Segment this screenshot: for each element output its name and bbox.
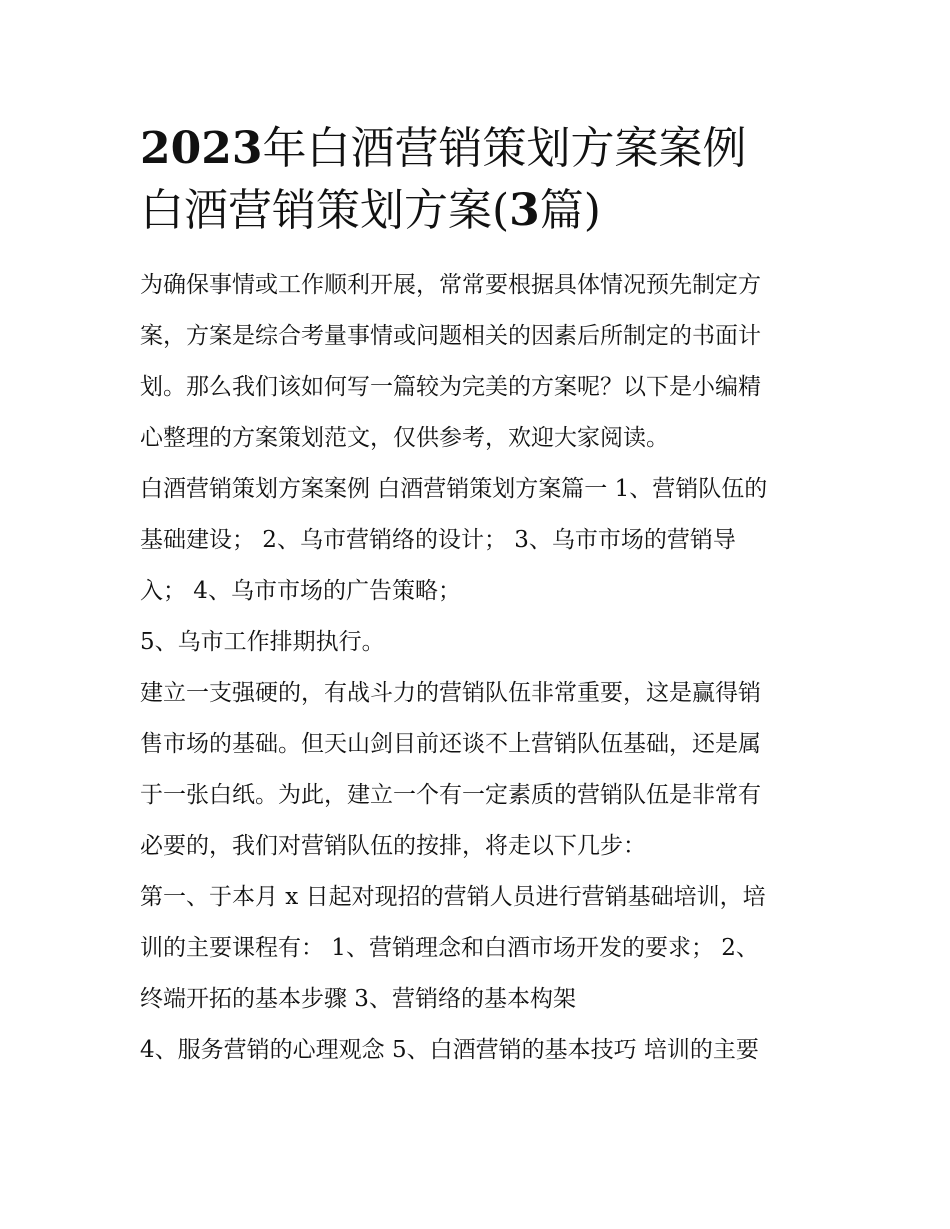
text-line: 售市场的基础。但天山剑目前还谈不上营销队伍基础，还是属 [140,731,761,757]
title-count: 3 [509,185,540,236]
document-body [140,260,820,1076]
text-line: 为确保事情或工作顺利开展，常常要根据具体情况预先制定方 [140,272,761,298]
text-line: 于一张白纸。为此，建立一个有一定素质的营销队伍是非常有 [140,782,761,808]
text-line: 终端开拓的基本步骤 3、营销络的基本构架 [140,986,576,1012]
text-line: 建立一支强硬的，有战斗力的营销队伍非常重要，这是赢得销 [140,680,761,706]
text-line: 第一、于本月 x 日起对现招的营销人员进行营销基础培训，培 [140,884,766,910]
document-content [140,118,820,1076]
title-line-2-pre: 白酒营销策划方案( [140,185,510,236]
paragraph-training-continued [140,1025,820,1076]
title-line-1-text: 年白酒营销策划方案案例 [262,123,747,174]
text-line: 入； 4、乌市市场的广告策略； [140,578,461,604]
paragraph-training [140,872,820,1025]
text-line: 白酒营销策划方案案例 白酒营销策划方案篇一 1、营销队伍的 [140,476,768,502]
title-line-1 [140,118,820,180]
paragraph-outline [140,464,820,617]
title-line-2-post: 篇) [539,185,601,236]
document-title [140,118,820,242]
text-line: 训的主要课程有： 1、营销理念和白酒市场开发的要求； 2、 [140,935,759,961]
paragraph-team-building [140,668,820,872]
text-line: 划。那么我们该如何写一篇较为完美的方案呢？以下是小编精 [140,374,761,400]
text-line: 5、乌市工作排期执行。 [140,629,385,655]
text-line: 基础建设； 2、乌市营销络的设计； 3、乌市市场的营销导 [140,527,736,553]
paragraph-outline-item-5 [140,617,820,668]
text-line: 心整理的方案策划范文，仅供参考，欢迎大家阅读。 [140,425,669,451]
text-line: 4、服务营销的心理观念 5、白酒营销的基本技巧 培训的主要 [140,1037,759,1063]
title-year: 2023 [140,123,263,174]
paragraph-intro [140,260,820,464]
title-line-2 [140,180,820,242]
text-line: 案，方案是综合考量事情或问题相关的因素后所制定的书面计 [140,323,761,349]
text-line: 必要的，我们对营销队伍的按排，将走以下几步： [140,833,646,859]
